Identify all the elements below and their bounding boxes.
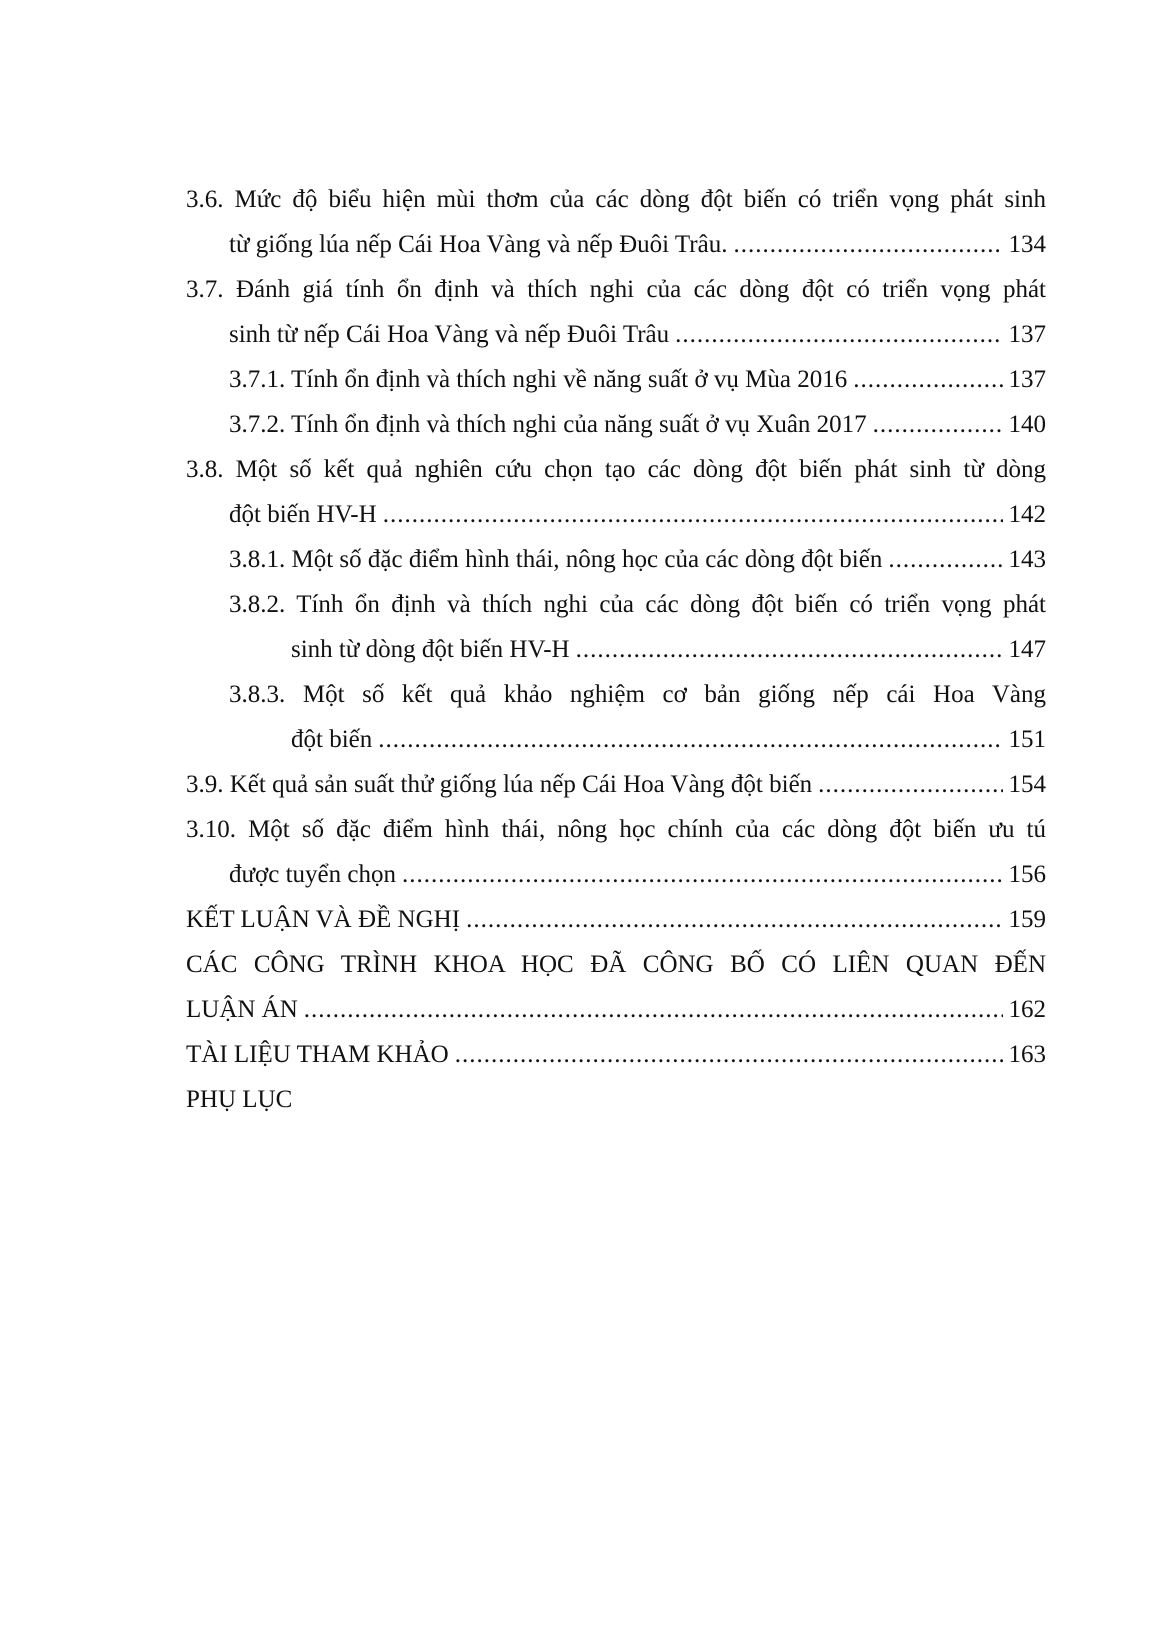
toc-entry-text: LUẬN ÁN [186, 996, 298, 1023]
toc-entry-3-6-line1: 3.6. Mức độ biểu hiện mùi thơm của các dòng đột biến có triển vọng phát sinh [186, 186, 1046, 213]
toc-entry-3-7-1[interactable] [229, 363, 1046, 397]
leader-dots [378, 723, 1002, 757]
toc-entry-3-8-3-line1: 3.8.3. Một số kết quả khảo nghiệm cơ bản giống nếp cái Hoa Vàng [229, 681, 1046, 708]
leader-dots [466, 903, 1002, 937]
toc-entry-ket-luan[interactable] [186, 903, 1046, 937]
toc-entry-3-10-line2[interactable] [229, 858, 1046, 892]
toc-entry-cong-trinh-line1: CÁC CÔNG TRÌNH KHOA HỌC ĐÃ CÔNG BỐ CÓ LIÊN QUAN ĐẾN [186, 951, 1046, 978]
toc-entry-3-8-line1: 3.8. Một số kết quả nghiên cứu chọn tạo các dòng đột biến phát sinh từ dòng [186, 456, 1046, 483]
toc-page-number: 143 [1008, 546, 1046, 573]
toc-entry-text: 3.7.2. Tính ổn định và thích nghi của năng suất ở vụ Xuân 2017 [229, 411, 867, 438]
toc-entry-3-6-line2[interactable] [229, 228, 1046, 262]
leader-dots [853, 363, 1002, 397]
toc-entry-3-9[interactable] [186, 768, 1046, 802]
toc-entry-text: từ giống lúa nếp Cái Hoa Vàng và nếp Đuôi Trâu. [229, 231, 728, 258]
leader-dots [402, 858, 1002, 892]
toc-entry-text: sinh từ dòng đột biến HV-H [291, 636, 570, 663]
toc-entry-3-10-line1: 3.10. Một số đặc điểm hình thái, nông học chính của các dòng đột biến ưu tú [186, 816, 1046, 843]
toc-entry-text: 3.8.1. Một số đặc điểm hình thái, nông học của các dòng đột biến [229, 546, 883, 573]
toc-page-number: 154 [1008, 771, 1046, 798]
toc-page-number: 156 [1008, 861, 1046, 888]
leader-dots [304, 993, 1003, 1027]
toc-entry-text: đột biến HV-H [229, 501, 377, 528]
leader-dots [888, 543, 1002, 577]
toc-entry-3-8-2-line1: 3.8.2. Tính ổn định và thích nghi của các dòng đột biến có triển vọng phát [229, 591, 1046, 618]
toc-entry-3-8-2-line2[interactable] [291, 633, 1046, 667]
toc-entry-3-7-line2[interactable] [229, 318, 1046, 352]
toc-entry-text: được tuyển chọn [229, 861, 397, 888]
toc-entry-text: 3.7.1. Tính ổn định và thích nghi về năng suất ở vụ Mùa 2016 [229, 366, 848, 393]
toc-page-number: 151 [1008, 726, 1046, 753]
toc-entry-text: sinh từ nếp Cái Hoa Vàng và nếp Đuôi Trâu [229, 321, 670, 348]
toc-entry-3-8-3-line2[interactable] [291, 723, 1046, 757]
toc-entry-text: đột biến [291, 726, 373, 753]
leader-dots [733, 228, 1002, 262]
toc-entry-text: KẾT LUẬN VÀ ĐỀ NGHỊ [186, 906, 461, 933]
toc-page-number: 134 [1008, 231, 1046, 258]
leader-dots [818, 768, 1002, 802]
toc-entry-text: 3.9. Kết quả sản suất thử giống lúa nếp Cái Hoa Vàng đột biến [186, 771, 813, 798]
leader-dots [675, 318, 1002, 352]
toc-entry-3-8-1[interactable] [229, 543, 1046, 577]
toc-entry-3-8-line2[interactable] [229, 498, 1046, 532]
toc-page-number: 137 [1008, 321, 1046, 348]
leader-dots [455, 1038, 1003, 1072]
toc-entry-3-7-line1: 3.7. Đánh giá tính ổn định và thích nghi của các dòng đột có triển vọng phát [186, 276, 1046, 303]
toc-entry-3-7-2[interactable] [229, 408, 1046, 442]
leader-dots [383, 498, 1003, 532]
toc-page-number: 137 [1008, 366, 1046, 393]
toc-entry-text: TÀI LIỆU THAM KHẢO [186, 1041, 449, 1068]
toc-entry-cong-trinh-line2[interactable] [186, 993, 1046, 1027]
leader-dots [576, 633, 1003, 667]
toc-page-number: 147 [1008, 636, 1046, 663]
toc-page-number: 140 [1008, 411, 1046, 438]
toc-page-number: 163 [1008, 1041, 1046, 1068]
toc-page-number: 159 [1008, 906, 1046, 933]
leader-dots [873, 408, 1003, 442]
toc-page-number: 142 [1008, 501, 1046, 528]
toc-entry-phu-luc[interactable] [186, 1083, 1046, 1117]
toc-page-number: 162 [1008, 996, 1046, 1023]
toc-entry-tai-lieu[interactable] [186, 1038, 1046, 1072]
toc-entry-text: PHỤ LỤC [186, 1086, 293, 1113]
